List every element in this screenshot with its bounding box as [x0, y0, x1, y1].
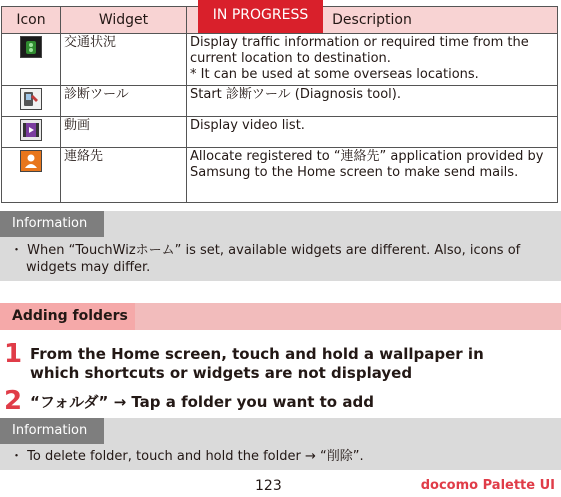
contacts-icon: [20, 150, 42, 172]
table-row: [2, 86, 558, 117]
description-text: Display traffic information or required time from the current location to destination.: [190, 35, 529, 66]
step-text: “フォルダ” → Tap a folder you want to add: [30, 393, 374, 411]
traffic-info-icon: [20, 36, 42, 58]
icon-cell: [2, 86, 61, 117]
header-description: Description: [187, 7, 558, 34]
information-label: Information: [0, 418, 104, 444]
information-text: ・ To delete folder, touch and hold the folder → “削除”.: [10, 449, 364, 464]
icon-cell: [2, 117, 61, 148]
footer-title: docomo Palette UI: [420, 478, 555, 493]
header-icon: Icon: [2, 7, 61, 34]
widget-name: 交通状況: [61, 34, 187, 86]
diagnosis-tool-icon: [20, 88, 42, 110]
header-widget: Widget: [61, 7, 187, 34]
step-number: 1: [4, 339, 23, 369]
widget-table: [1, 6, 558, 203]
icon-cell: [2, 148, 61, 203]
widget-description: [187, 34, 558, 86]
information-label: Information: [0, 211, 104, 237]
information-box: [0, 418, 561, 470]
table-row: [2, 34, 558, 86]
step-text: From the Home screen, touch and hold a wallpaper in which shortcuts or widgets are not displayed: [30, 345, 484, 382]
information-box: [0, 211, 561, 281]
table-row: [2, 117, 558, 148]
widget-name: 連絡先: [61, 148, 187, 203]
information-text: ・ When “TouchWizホーム” is set, available widgets are different. Also, icons of widgets may differ.: [10, 243, 521, 275]
in-progress-badge: IN PROGRESS: [198, 0, 323, 33]
table-row: [2, 148, 558, 203]
icon-cell: [2, 34, 61, 86]
widget-name: 診断ツール: [61, 86, 187, 117]
description-note: * It can be used at some overseas locations.: [190, 67, 479, 82]
widget-description: Start 診断ツール (Diagnosis tool).: [187, 86, 558, 117]
widget-description: Display video list.: [187, 117, 558, 148]
step-number: 2: [4, 386, 23, 416]
section-header: [0, 303, 561, 330]
section-title: Adding folders: [0, 303, 135, 330]
video-icon: [20, 119, 42, 141]
widget-description: Allocate registered to “連絡先” application provided by Samsung to the Home screen to make send mails.: [187, 148, 558, 203]
widget-name: 動画: [61, 117, 187, 148]
page-number: 123: [255, 478, 282, 494]
